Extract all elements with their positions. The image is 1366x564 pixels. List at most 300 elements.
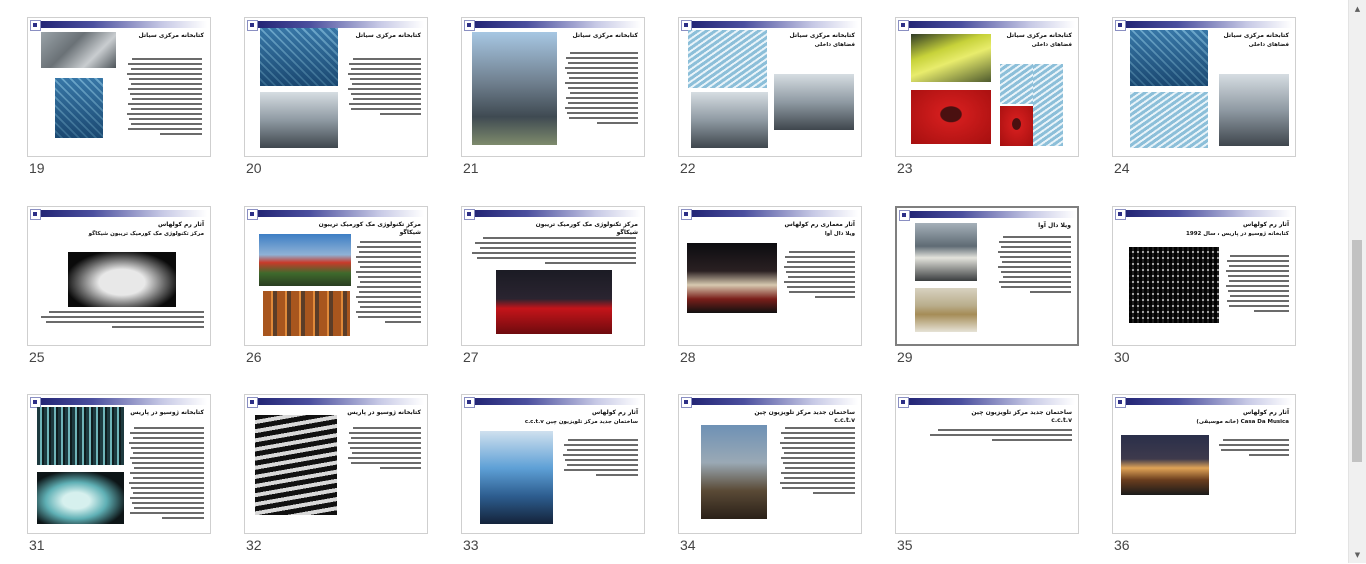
slide-subtitle: فضاهای داخلی [1248,42,1289,48]
text-line [127,73,202,75]
text-line [351,437,421,439]
text-line [128,103,202,105]
slide-subtitle: کتابخانه ژوسیو در پاریس ، سال 1992 [1186,231,1289,237]
slide-photo [41,32,116,68]
text-line [1229,280,1289,282]
text-line [352,83,421,85]
slide-title: آثار رم کولهاس [157,221,204,228]
slide-title: آثار رم کولهاس [1242,409,1289,416]
text-line [132,98,202,100]
text-line [358,301,421,303]
text-line [133,477,204,479]
text-line [785,427,855,429]
slide-header-bar [1116,398,1292,405]
text-line [1030,291,1071,293]
slide-thumbnail[interactable] [27,206,211,346]
text-line [1228,275,1289,277]
slide-logo-icon [681,397,692,408]
text-line [567,112,638,114]
slide-photo [774,74,854,130]
slide-photo [472,32,557,145]
text-line [133,492,204,494]
text-line [784,452,855,454]
slide-number: 28 [680,349,696,365]
text-line [134,467,204,469]
slide-logo-icon [1115,397,1126,408]
text-line [133,452,204,454]
slide-header-bar [248,210,424,217]
text-line [131,123,202,125]
text-line [380,113,421,115]
text-line [565,82,638,84]
text-line [353,98,421,100]
slide-body-text [128,427,204,523]
slide-logo-icon [464,209,475,220]
text-line [781,457,855,459]
text-line [357,246,421,248]
text-line [563,454,638,456]
slide-title: کتابخانه ژوسیو در پاریس [347,409,421,416]
text-line [1229,265,1289,267]
text-line [999,281,1071,283]
slide-thumbnail-cell[interactable] [1112,394,1296,564]
text-line [356,296,421,298]
slide-title: ویلا دال آوا [1038,222,1071,229]
slide-header-bar [31,210,207,217]
slide-thumbnail-cell[interactable] [27,17,211,187]
text-line [132,58,202,60]
text-line [352,452,421,454]
text-line [131,447,204,449]
slide-title: ساختمان جدید مرکز تلویزیون چین c.c.t.v [971,409,1072,424]
text-line [134,507,204,509]
text-line [564,444,638,446]
text-line [815,296,855,298]
slide-thumbnail[interactable] [895,394,1079,534]
slide-header-bar [465,398,641,405]
slide-photo [915,223,977,281]
text-line [130,497,204,499]
slide-photo [255,415,337,515]
slide-thumbnail-cell[interactable] [244,17,428,187]
slide-number: 36 [1114,537,1130,553]
slide-photo [480,431,553,524]
slide-subtitle: ساختمان جدید مرکز تلویزیون چین c.c.t.v [524,419,638,425]
slide-photo [911,34,991,82]
text-line [783,462,855,464]
text-line [999,241,1071,243]
slide-photo [915,288,977,332]
text-line [134,427,204,429]
text-line [360,241,421,243]
text-line [130,457,204,459]
text-line [568,102,638,104]
slide-photo [37,472,124,524]
text-line [131,83,202,85]
text-line [789,251,855,253]
slide-thumbnail[interactable] [244,394,428,534]
text-line [564,469,638,471]
text-line [782,487,855,489]
text-line [351,108,421,110]
slide-thumbnail-cell[interactable] [895,17,1079,187]
slide-photo [688,30,767,88]
slide-thumbnail-cell[interactable] [1112,17,1296,187]
slide-thumbnail[interactable] [27,394,211,534]
text-line [41,316,204,318]
text-line [353,427,421,429]
text-line [129,442,204,444]
slide-photo [691,92,768,148]
slide-header-bar [465,210,641,217]
text-line [133,437,204,439]
slide-subtitle: Casa Da Musica (خانه موسیقی) [1196,419,1289,425]
text-line [1219,444,1289,446]
slide-header-bar [1116,210,1292,217]
slide-thumbnail[interactable] [461,17,645,157]
text-line [358,316,421,318]
text-line [130,472,204,474]
slide-number: 34 [680,537,696,553]
slide-title: آثار معماری رم کولهاس [784,221,855,228]
slide-logo-icon [1115,20,1126,31]
text-line [1221,449,1289,451]
slide-number: 19 [29,160,45,176]
slide-thumbnail[interactable] [1112,206,1296,346]
text-line [784,437,855,439]
text-line [1000,256,1071,258]
slide-header-bar [899,21,1075,28]
vertical-scrollbar[interactable] [1348,0,1366,563]
slide-body-text [126,58,202,138]
slide-thumbnail-cell[interactable] [678,394,862,564]
slide-thumbnail[interactable] [678,206,862,346]
slide-thumbnail-cell[interactable] [678,17,862,187]
text-line [129,482,204,484]
text-line [129,78,202,80]
slide-subtitle: فضاهای داخلی [1031,42,1072,48]
text-line [475,242,636,244]
text-line [568,439,638,441]
slide-thumbnail[interactable] [27,17,211,157]
slide-title: کتابخانه ژوسیو در پاریس [130,409,204,416]
text-line [813,492,855,494]
text-line [1002,261,1071,263]
slide-logo-icon [1115,209,1126,220]
slide-title: آثار رم کولهاس [591,409,638,416]
text-line [359,251,421,253]
slide-number: 21 [463,160,479,176]
text-line [789,291,855,293]
slide-logo-icon [247,20,258,31]
text-line [349,103,421,105]
slide-title: کتابخانه مرکزی سیاتل [572,32,638,39]
text-line [1230,255,1289,257]
text-line [349,63,421,65]
slide-logo-icon [681,209,692,220]
slide-number: 35 [897,537,913,553]
slide-body-text [779,427,855,499]
slide-thumbnail-cell[interactable] [1112,206,1296,376]
slide-subtitle: مرکز تکنولوژی مک کورمیک تریبون شیکاگو [88,231,204,237]
text-line [359,291,421,293]
slide-thumbnail[interactable] [1112,394,1296,534]
slide-thumbnail-cell[interactable] [27,394,211,564]
text-line [1001,246,1071,248]
slide-body-text [997,236,1071,296]
text-line [787,261,855,263]
text-line [567,464,638,466]
slide-header-bar [248,21,424,28]
text-line [1001,286,1071,288]
slide-number: 26 [246,349,262,365]
text-line [127,113,202,115]
slide-photo [1000,64,1033,104]
text-line [350,78,421,80]
slide-number: 30 [1114,349,1130,365]
text-line [565,459,638,461]
text-line [128,128,202,130]
text-line [360,266,421,268]
slide-photo [1130,92,1208,148]
text-line [1254,310,1289,312]
text-line [385,321,421,323]
slide-logo-icon [898,20,909,31]
text-line [348,442,421,444]
slide-number: 23 [897,160,913,176]
text-line [348,88,421,90]
slide-thumbnail[interactable] [678,394,862,534]
slide-body-text [347,427,421,475]
slide-body-text [564,52,638,130]
slide-number: 24 [1114,160,1130,176]
slide-title: آثار رم کولهاس [1242,221,1289,228]
slide-thumbnail[interactable] [678,17,862,157]
slide-header-bar [900,211,1076,218]
slide-thumbnail[interactable] [895,206,1079,346]
slide-photo [259,234,351,286]
text-line [49,311,204,313]
slide-body-text [470,237,636,267]
text-line [785,467,855,469]
text-line [566,97,638,99]
slide-logo-icon [30,20,41,31]
text-line [1227,260,1289,262]
slide-thumbnail[interactable] [244,17,428,157]
slide-photo [37,407,124,465]
text-line [1229,305,1289,307]
text-line [348,73,421,75]
text-line [785,256,855,258]
text-line [131,68,202,70]
slide-photo [496,270,612,334]
text-line [1223,439,1289,441]
slide-title: ساختمان جدید مرکز تلویزیون چین c.c.t.v [754,409,855,424]
slide-header-bar [1116,21,1292,28]
text-line [566,57,638,59]
text-line [784,266,855,268]
text-line [351,93,421,95]
slide-logo-icon [898,397,909,408]
text-line [780,482,855,484]
text-line [128,63,202,65]
text-line [356,271,421,273]
text-line [353,58,421,60]
slide-thumbnail[interactable] [244,206,428,346]
text-line [46,321,204,323]
text-line [360,306,421,308]
slide-photo [687,243,777,313]
slide-thumbnail[interactable] [461,206,645,346]
text-line [784,281,855,283]
text-line [112,326,204,328]
text-line [356,311,421,313]
text-line [1226,270,1289,272]
scroll-down-arrow-icon[interactable]: ▼ [1354,550,1361,559]
slide-photo [1219,74,1289,146]
scroll-up-arrow-icon[interactable]: ▲ [1354,4,1361,13]
slide-thumbnail-cell[interactable] [678,206,862,376]
text-line [1001,271,1071,273]
text-line [1003,236,1071,238]
slide-photo [1000,106,1033,146]
text-line [545,262,636,264]
text-line [129,118,202,120]
text-line [350,447,421,449]
text-line [360,281,421,283]
slide-title: کتابخانه مرکزی سیاتل [789,32,855,39]
slide-photo [1033,64,1063,146]
slide-photo [260,28,338,86]
text-line [782,447,855,449]
slide-thumbnail-cell[interactable] [244,394,428,564]
text-line [567,72,638,74]
slide-thumbnail[interactable] [895,17,1079,157]
slide-body-text [355,241,421,327]
text-line [472,252,636,254]
text-line [160,133,202,135]
slide-header-bar [682,210,858,217]
slide-thumbnail-cell[interactable] [27,206,211,376]
slide-title: کتابخانه مرکزی سیاتل [138,32,204,39]
slide-body-text [926,429,1072,445]
slide-body-text [783,251,855,301]
slide-body-text [36,311,204,335]
text-line [781,472,855,474]
text-line [349,432,421,434]
slide-photo [1121,435,1209,495]
slide-header-bar [682,21,858,28]
text-line [356,256,421,258]
text-line [597,122,638,124]
slide-title: کتابخانه مرکزی سیاتل [1006,32,1072,39]
slide-thumbnail-cell[interactable] [244,206,428,376]
slide-body-text [562,439,638,479]
slide-photo [260,92,338,148]
text-line [596,474,638,476]
text-line [569,77,638,79]
text-line [358,261,421,263]
slide-photo [1130,30,1208,86]
slide-title: مرکز تکنولوژی مک کورمیک تریبون شیکاگو [318,221,421,236]
text-line [568,62,638,64]
slide-header-bar [899,398,1075,405]
text-line [569,117,638,119]
text-line [786,271,855,273]
slide-body-text [1225,255,1289,315]
text-line [380,467,421,469]
text-line [351,462,421,464]
slide-title: کتابخانه مرکزی سیاتل [355,32,421,39]
slide-photo [701,425,767,519]
slide-photo [263,291,350,336]
slide-logo-icon [247,397,258,408]
slide-thumbnail-cell[interactable] [461,17,645,187]
text-line [930,434,1072,436]
text-line [131,487,204,489]
text-line [131,108,202,110]
text-line [1226,285,1289,287]
slide-thumbnail-cell[interactable] [461,394,645,564]
slide-header-bar [31,398,207,405]
slide-number: 32 [246,537,262,553]
slide-thumbnail[interactable] [1112,17,1296,157]
slide-subtitle: ویلا دال آوا [824,231,855,237]
text-line [130,93,202,95]
text-line [1003,276,1071,278]
text-line [780,442,855,444]
text-line [358,276,421,278]
slide-subtitle: فضاهای داخلی [814,42,855,48]
slide-number: 25 [29,349,45,365]
text-line [784,477,855,479]
slide-header-bar [248,398,424,405]
slide-number: 29 [897,349,913,365]
text-line [483,237,636,239]
text-line [348,457,421,459]
scrollbar-thumb[interactable] [1352,240,1362,462]
slide-body-text [1217,439,1289,463]
slide-title: کتابخانه مرکزی سیاتل [1223,32,1289,39]
text-line [998,251,1071,253]
text-line [480,247,636,249]
slide-thumbnail-cell[interactable] [895,206,1079,376]
text-line [787,286,855,288]
slide-logo-icon [899,210,910,221]
slide-logo-icon [464,397,475,408]
slide-thumbnail[interactable] [461,394,645,534]
slide-thumbnail-cell[interactable] [461,206,645,376]
slide-logo-icon [247,209,258,220]
text-line [570,52,638,54]
slide-number: 20 [246,160,262,176]
text-line [565,107,638,109]
text-line [938,429,1072,431]
slide-photo [911,90,991,144]
text-line [132,462,204,464]
text-line [1230,295,1289,297]
slide-number: 33 [463,537,479,553]
text-line [1228,290,1289,292]
slide-number: 27 [463,349,479,365]
slide-thumbnail-cell[interactable] [895,394,1079,564]
text-line [477,257,636,259]
slide-body-text [347,58,421,118]
slide-photo [55,78,103,138]
text-line [130,512,204,514]
text-line [130,432,204,434]
slide-photo [1129,247,1219,323]
